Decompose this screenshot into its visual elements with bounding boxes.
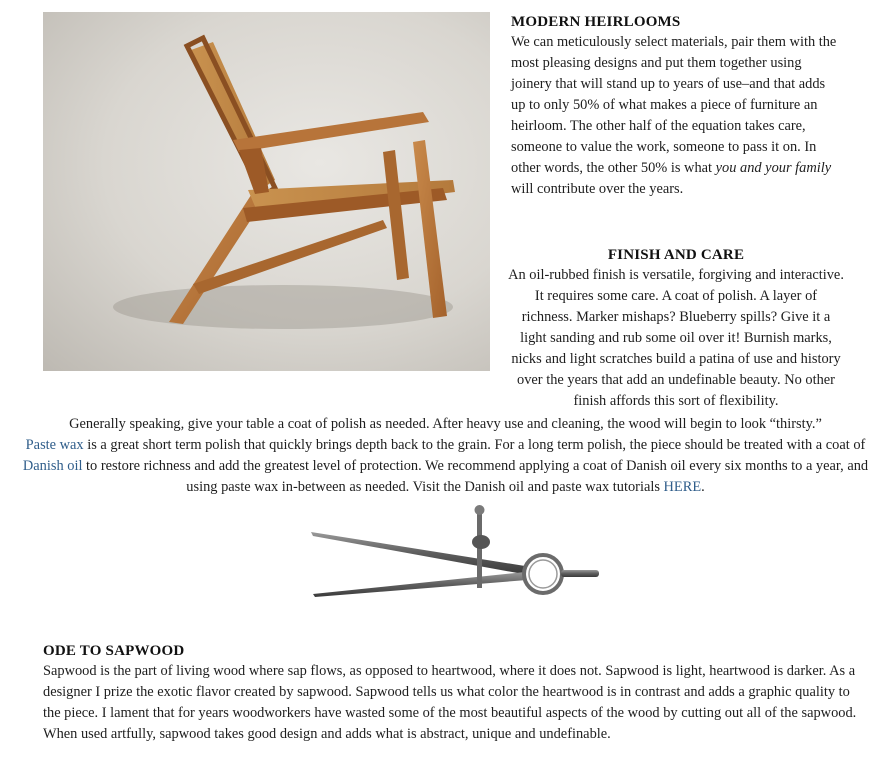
chair-photo	[43, 12, 490, 371]
heirlooms-italic-phrase: you and your family	[715, 160, 832, 176]
finish-intro-text: An oil-rubbed finish is versatile, forgiving and interactive. It requires some care. A coat of polish. A layer of richness. Marker mishaps? Blueberry spills? Give it a light sanding and rub some oil over it! Burnish marks, nicks and light scratches build a patina of use and history over the years that add an undefinable beauty. No other finish affords this sort of flexibility.	[508, 267, 844, 409]
finish-and-care-section	[508, 245, 844, 412]
ode-to-sapwood-heading: ODE TO SAPWOOD	[43, 643, 185, 659]
modern-heirlooms-section	[511, 12, 841, 200]
finish-care-instructions	[20, 414, 871, 498]
danish-oil-link[interactable]: Danish oil	[22, 458, 83, 474]
finish-text-4: .	[701, 479, 705, 495]
tutorials-here-link[interactable]: HERE	[663, 479, 702, 495]
modern-heirlooms-body	[511, 32, 841, 200]
finish-and-care-heading: FINISH AND CARE	[607, 247, 745, 263]
finish-text-2: is a great short term polish that quickly brings depth back to the grain. For a long term polish, the piece should be treated with a coat of	[83, 437, 866, 453]
paste-wax-link[interactable]: Paste wax	[25, 437, 84, 453]
finish-text-1: Generally speaking, give your table a coat of polish as needed. After heavy use and cleaning, the wood will begin to look “thirsty.”	[69, 416, 822, 432]
chair-illustration	[43, 12, 490, 371]
compass-icon	[305, 502, 605, 604]
ode-to-sapwood-body: Sapwood is the part of living wood where sap flows, as opposed to heartwood, where it does not. Sapwood is light, heartwood is darker. As a designer I prize the exotic flavor created by sapwood. Sapwood tells us what color the heartwood is in contrast and adds a graphic quality to the piece. I lament that for years woodworkers have wasted some of the most beautiful aspects of the wood by cutting out all of the sapwood. When used artfully, sapwood takes good design and adds what is abstract, unique and undefinable.	[43, 663, 857, 742]
finish-text-3: to restore richness and add the greatest level of protection. We recommend applying a coat of Danish oil every six months to a year, and using paste wax in-between as needed. Visit the Danish oil and paste wax tutorials	[82, 458, 869, 495]
modern-heirlooms-heading: MODERN HEIRLOOMS	[511, 14, 681, 30]
ode-to-sapwood-section	[43, 641, 858, 745]
heirlooms-text-1: We can meticulously select materials, pair them with the most pleasing designs and put them together using joinery that will stand up to years of use–and that adds up to only 50% of what makes a piece of furniture an heirloom. The other half of the equation takes care, someone to value the work, someone to pass it on. In other words, the other 50% is what	[511, 34, 837, 176]
heirlooms-text-2: will contribute over the years.	[511, 181, 684, 197]
